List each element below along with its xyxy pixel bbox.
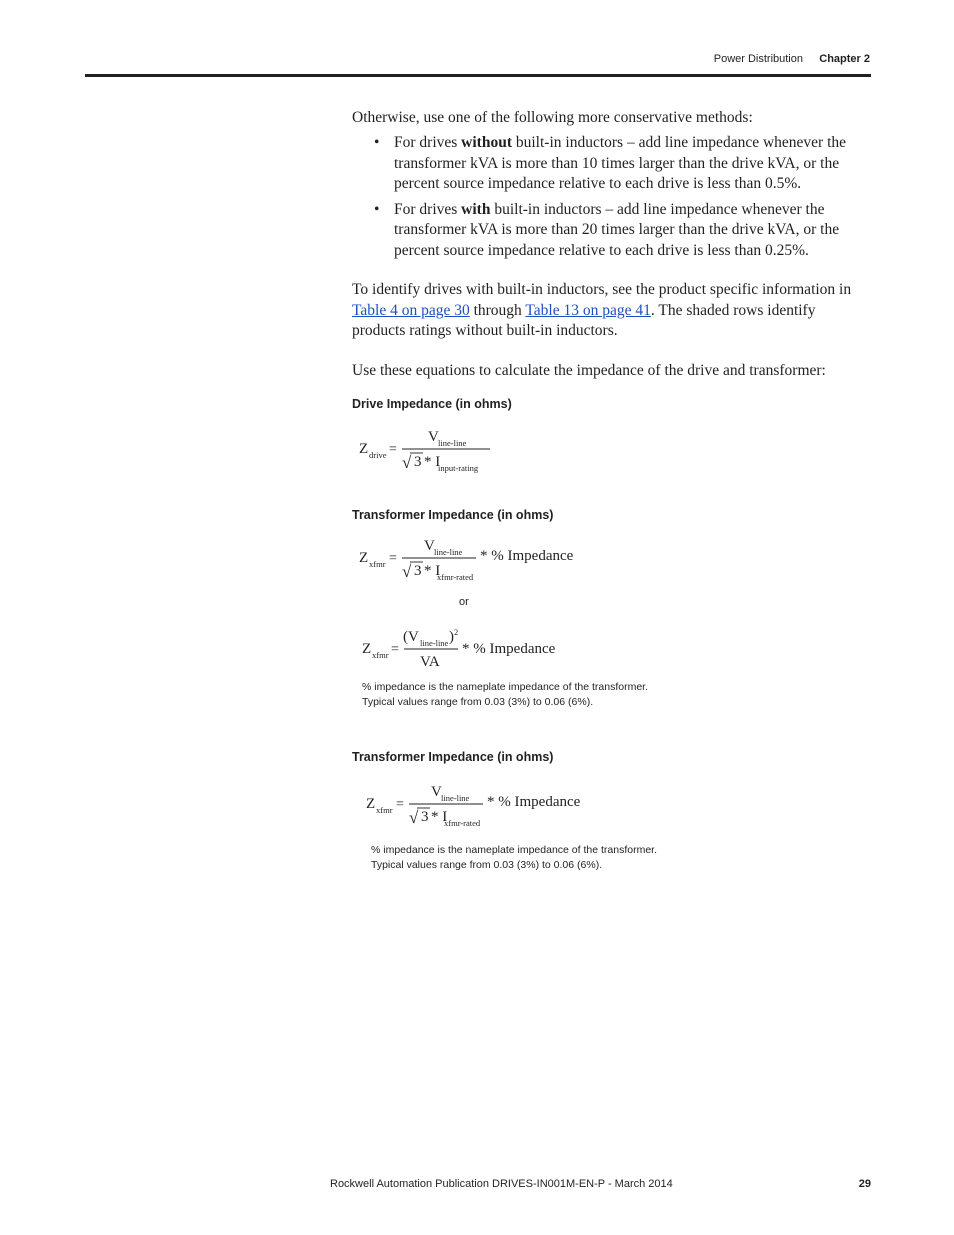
running-header-section: Power Distribution	[713, 53, 803, 65]
eq-impedance-suffix: * % Impedance	[480, 548, 574, 564]
eq-three: 3	[421, 809, 429, 825]
bullet-text-bold: with	[461, 200, 491, 218]
eq-z: Z	[362, 641, 372, 657]
eq-equals: =	[389, 442, 397, 457]
eq-times-i: * I	[424, 454, 441, 470]
eq-equals: =	[391, 642, 399, 657]
eq-paren-close: )	[449, 629, 454, 645]
list-item	[374, 133, 870, 195]
eq-v-sub: line-line	[438, 438, 467, 448]
note-line: Typical values range from 0.03 (3%) to 0.06 (6%).	[362, 696, 594, 708]
drive-impedance-equation	[355, 424, 515, 480]
eq-paren-v: (V	[403, 629, 419, 645]
bullet-text-pre: For drives	[394, 134, 462, 151]
note-line: % impedance is the nameplate impedance of the transformer.	[371, 844, 657, 856]
methods-list	[374, 133, 870, 266]
eq-i-sub: input-rating	[438, 463, 479, 473]
eq-v-sub: line-line	[420, 638, 449, 648]
eq-v: V	[431, 784, 442, 800]
eq-exponent: 2	[454, 627, 459, 637]
sqrt-icon: √	[402, 562, 412, 581]
header-rule	[85, 74, 871, 77]
eq-z: Z	[359, 550, 369, 566]
eq-impedance-suffix: * % Impedance	[462, 641, 556, 657]
eq-z-sub: xfmr	[376, 805, 393, 815]
bullet-text-pre: For drives	[394, 200, 462, 218]
para-text: To identify drives with built-in inductors, see the product specific information in	[352, 281, 852, 298]
transformer-impedance-va-equation	[357, 624, 577, 674]
running-header-chapter: Chapter 2	[819, 53, 870, 65]
bullet-text-post: built-in inductors – add line impedance whenever the transformer kVA is more than 10 times larger than the drive kVA, or the percent source impedance relative to each drive is less than 0.5%.	[394, 134, 847, 192]
eq-impedance-suffix: * % Impedance	[487, 794, 581, 810]
impedance-note-2	[371, 843, 657, 873]
transformer-impedance-equation-2	[362, 779, 592, 835]
eq-v-sub: line-line	[434, 547, 463, 557]
eq-z-sub: drive	[369, 450, 387, 460]
para-text: . The shaded rows identify products ratings without built-in inductors.	[352, 301, 816, 339]
eq-i-sub: xfmr-rated	[437, 572, 474, 582]
sqrt-icon: √	[402, 453, 412, 472]
inductors-paragraph	[352, 280, 872, 342]
bullet-text-bold: without	[461, 134, 512, 151]
bullet-text-post: built-in inductors – add line impedance whenever the transformer kVA is more than 20 times larger than the drive kVA, or the percent source impedance relative to each drive is less than 0.25%.	[394, 200, 840, 259]
eq-i-sub: xfmr-rated	[444, 818, 481, 828]
eq-v: V	[424, 538, 435, 554]
bullet-icon: •	[374, 200, 380, 218]
transformer-impedance-equation	[355, 533, 585, 589]
transformer-impedance-heading-2: Transformer Impedance (in ohms)	[352, 750, 554, 764]
sqrt-icon: √	[409, 808, 419, 827]
eq-times-i: * I	[431, 809, 448, 825]
drive-impedance-heading: Drive Impedance (in ohms)	[352, 397, 512, 411]
eq-equals: =	[389, 551, 397, 566]
footer-publication: Rockwell Automation Publication DRIVES-IN001M-EN-P - March 2014	[330, 1178, 673, 1190]
list-item	[374, 200, 870, 262]
table13-link[interactable]: Table 13 on page 41	[525, 301, 651, 319]
impedance-note	[362, 680, 648, 710]
or-separator: or	[459, 596, 469, 608]
note-line: Typical values range from 0.03 (3%) to 0.06 (6%).	[371, 859, 603, 871]
equations-intro-paragraph: Use these equations to calculate the impedance of the drive and transformer:	[352, 362, 826, 379]
eq-va: VA	[420, 654, 440, 670]
note-line: % impedance is the nameplate impedance of the transformer.	[362, 681, 648, 693]
eq-z-sub: xfmr	[372, 650, 389, 660]
eq-equals: =	[396, 797, 404, 812]
eq-three: 3	[414, 563, 422, 579]
transformer-impedance-heading: Transformer Impedance (in ohms)	[352, 508, 554, 522]
eq-times-i: * I	[424, 563, 441, 579]
eq-z: Z	[359, 441, 369, 457]
bullet-icon: •	[374, 134, 380, 151]
eq-z: Z	[366, 796, 376, 812]
table4-link[interactable]: Table 4 on page 30	[352, 301, 470, 319]
para-text: through	[469, 301, 526, 319]
page-number: 29	[858, 1178, 871, 1190]
eq-v-sub: line-line	[441, 793, 470, 803]
eq-v: V	[428, 429, 439, 445]
intro-paragraph: Otherwise, use one of the following more conservative methods:	[352, 109, 753, 126]
eq-z-sub: xfmr	[369, 559, 386, 569]
eq-three: 3	[414, 454, 422, 470]
